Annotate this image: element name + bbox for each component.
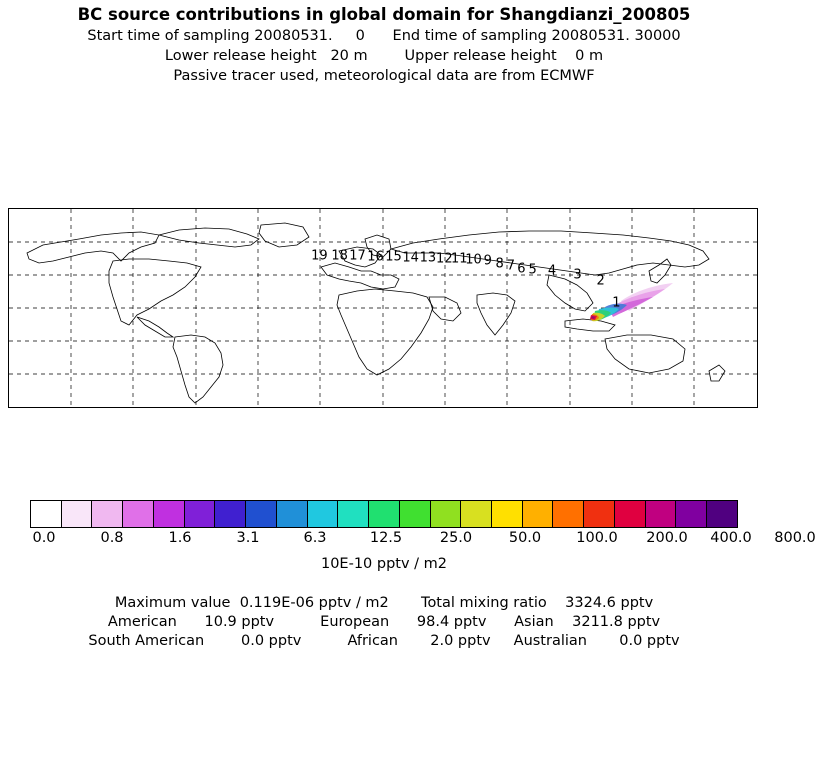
- colorbar-segment: [676, 501, 707, 527]
- trajectory-label: 18: [331, 248, 348, 264]
- colorbar-segment: [31, 501, 62, 527]
- figure-header: [0, 0, 768, 84]
- colorbar-segment: [461, 501, 492, 527]
- trajectory-label: 4: [547, 263, 557, 279]
- colorbar-segment: [154, 501, 185, 527]
- plume-footprint: [590, 283, 673, 321]
- trajectory-label: 9: [483, 253, 492, 269]
- region-contrib-line-2: South American 0.0 pptv African 2.0 pptv Australian 0.0 pptv: [88, 633, 680, 649]
- figure-footer: [0, 592, 768, 649]
- colorbar-tick: 0.0: [32, 530, 56, 546]
- world-map-panel: [8, 208, 758, 408]
- colorbar-segment: [215, 501, 246, 527]
- colorbar-segment: [523, 501, 554, 527]
- trajectory-label: 3: [573, 267, 582, 283]
- region-contrib-line-1: American 10.9 pptv European 98.4 pptv Asian 3211.8 pptv: [107, 614, 661, 630]
- trajectory-label: 16: [367, 249, 384, 265]
- trajectory-label: 15: [385, 249, 402, 265]
- colorbar-segment: [246, 501, 277, 527]
- trajectory-label: 8: [495, 256, 504, 272]
- colorbar-tick: 100.0: [576, 530, 618, 546]
- trajectory-label: 19: [311, 248, 328, 264]
- tracer-meteo-line: Passive tracer used, meteorological data are from ECMWF: [173, 68, 595, 84]
- colorbar-segment: [431, 501, 462, 527]
- colorbar-tick-labels: [0, 530, 816, 548]
- colorbar-segment: [400, 501, 431, 527]
- colorbar-segment: [646, 501, 677, 527]
- release-height-line: Lower release height 20 m Upper release height 0 m: [164, 48, 604, 64]
- trajectory-label: 5: [528, 262, 537, 278]
- map-gridlines: [9, 209, 757, 407]
- world-map-graphic: [9, 209, 757, 407]
- sampling-time-line: Start time of sampling 20080531. 0 End time of sampling 20080531. 30000: [87, 28, 681, 44]
- colorbar-tick: 6.3: [303, 530, 327, 546]
- trajectory-label: 2: [596, 273, 605, 289]
- trajectory-label: 1: [612, 295, 621, 311]
- trajectory-label: 11: [451, 251, 468, 267]
- colorbar-segment: [123, 501, 154, 527]
- colorbar-segment: [62, 501, 93, 527]
- colorbar-segment: [369, 501, 400, 527]
- trajectory-label: 12: [436, 251, 453, 266]
- colorbar-gradient: [30, 500, 738, 528]
- colorbar-segment: [584, 501, 615, 527]
- colorbar-tick: 200.0: [646, 530, 688, 546]
- colorbar-segment: [492, 501, 523, 527]
- colorbar-segment: [92, 501, 123, 527]
- colorbar-tick: 400.0: [710, 530, 752, 546]
- trajectory-label: 10: [465, 252, 482, 268]
- trajectory-label: 14: [402, 250, 419, 265]
- colorbar-segment: [615, 501, 646, 527]
- trajectory-label: 7: [506, 258, 516, 274]
- colorbar-tick: 12.5: [369, 530, 403, 546]
- colorbar-tick: 0.8: [100, 530, 124, 546]
- max-value-line: Maximum value 0.119E-06 pptv / m2 Total mixing ratio 3324.6 pptv: [114, 595, 654, 611]
- colorbar-segment: [308, 501, 339, 527]
- colorbar-unit-label: 10E-10 pptv / m2: [320, 556, 448, 572]
- page-title: BC source contributions in global domain for Shangdianzi_200805: [77, 5, 691, 24]
- trajectory-label: 6: [517, 261, 526, 277]
- colorbar-segment: [185, 501, 216, 527]
- colorbar-tick: 50.0: [508, 530, 542, 546]
- colorbar-tick: 1.6: [168, 530, 192, 546]
- colorbar-segment: [707, 501, 737, 527]
- colorbar-segment: [338, 501, 369, 527]
- colorbar-segment: [553, 501, 584, 527]
- colorbar-tick: 800.0: [774, 530, 816, 546]
- colorbar: [30, 500, 816, 546]
- trajectory-label: 13: [419, 250, 437, 266]
- trajectory-label: 17: [349, 248, 366, 264]
- colorbar-segment: [277, 501, 308, 527]
- colorbar-tick: 3.1: [236, 530, 260, 546]
- colorbar-tick: 25.0: [439, 530, 473, 546]
